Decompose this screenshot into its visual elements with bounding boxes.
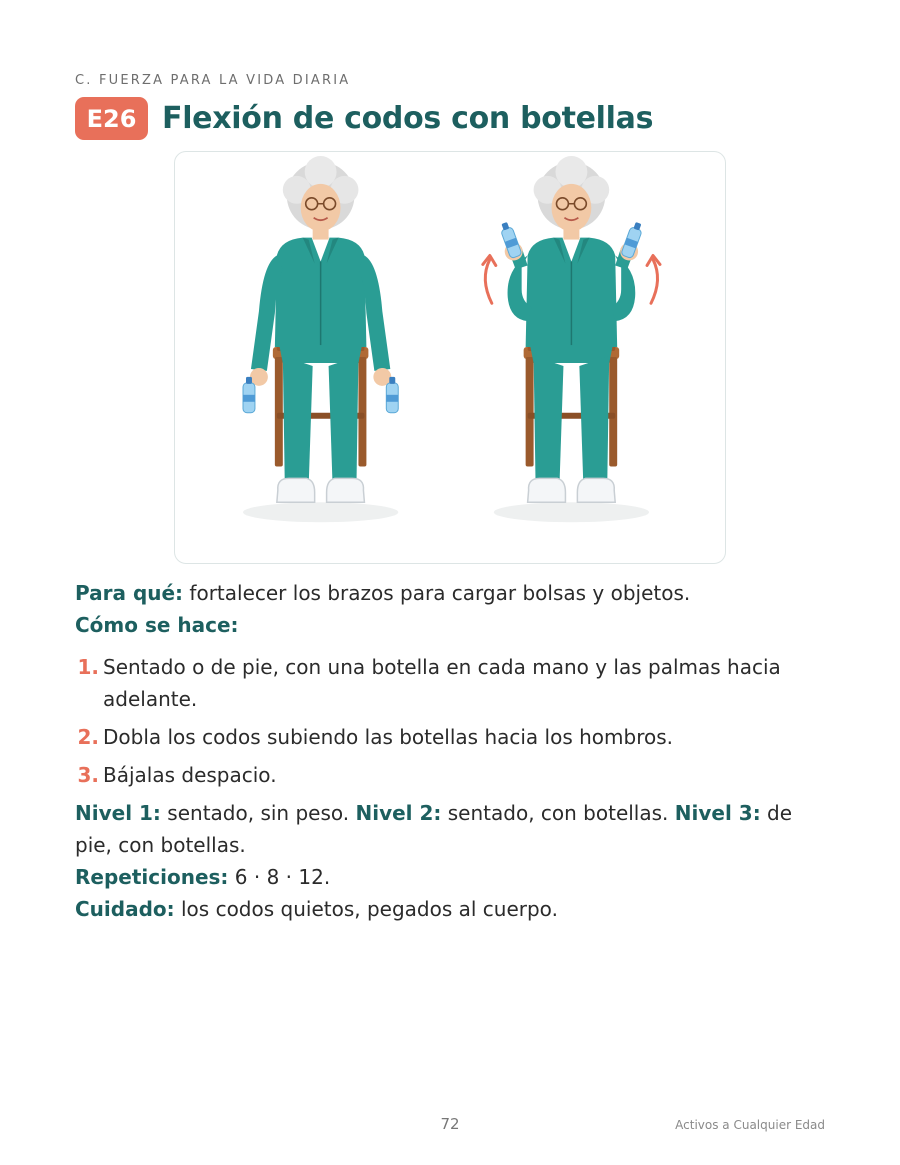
step-text: Sentado o de pie, con una botella en cada mano y las palmas hacia adelante.	[103, 655, 781, 711]
exercise-illustration	[174, 151, 726, 564]
up-arrow-icon	[647, 255, 660, 303]
steps-list	[75, 651, 835, 791]
step-text: Bájalas despacio.	[103, 763, 277, 787]
level-1-label: Nivel 1:	[75, 801, 161, 825]
exercise-body	[75, 577, 835, 925]
caution-text: los codos quietos, pegados al cuerpo.	[174, 897, 558, 921]
repetitions-text: 6 · 8 · 12.	[228, 865, 331, 889]
exercise-title: Flexión de codos con botellas	[162, 101, 654, 136]
step-number: 1.	[77, 655, 99, 679]
step-item	[75, 759, 835, 791]
caution-label: Cuidado:	[75, 897, 175, 921]
step-text: Dobla los codos subiendo las botellas hacia los hombros.	[103, 725, 673, 749]
repetitions-label: Repeticiones:	[75, 865, 229, 889]
step-number: 3.	[77, 763, 99, 787]
levels-line	[75, 797, 835, 861]
arms-curled-figure	[494, 156, 649, 522]
step-item	[75, 651, 835, 715]
how-to-label: Cómo se hace:	[75, 613, 239, 637]
footer-brand: Activos a Cualquier Edad	[675, 1118, 825, 1132]
level-2-text: sentado, con botellas.	[441, 801, 675, 825]
purpose-text: fortalecer los brazos para cargar bolsas y objetos.	[183, 581, 691, 605]
page-number: 72	[440, 1115, 460, 1133]
purpose-line	[75, 577, 835, 609]
repetitions-line	[75, 861, 835, 893]
level-3-label: Nivel 3:	[674, 801, 761, 825]
level-2-label: Nivel 2:	[355, 801, 442, 825]
exercise-code-badge: E26	[75, 97, 148, 140]
level-1-text: sentado, sin peso.	[160, 801, 356, 825]
exercise-illustration-svg	[175, 152, 725, 563]
step-number: 2.	[77, 725, 99, 749]
section-eyebrow: C. FUERZA PARA LA VIDA DIARIA	[75, 73, 351, 88]
purpose-label: Para qué:	[75, 581, 184, 605]
step-item	[75, 721, 835, 753]
caution-line	[75, 893, 835, 925]
up-arrow-icon	[483, 255, 496, 303]
exercise-header	[75, 97, 653, 140]
level-3-text: de pie, con botellas.	[75, 801, 793, 857]
arms-down-figure	[243, 156, 398, 522]
